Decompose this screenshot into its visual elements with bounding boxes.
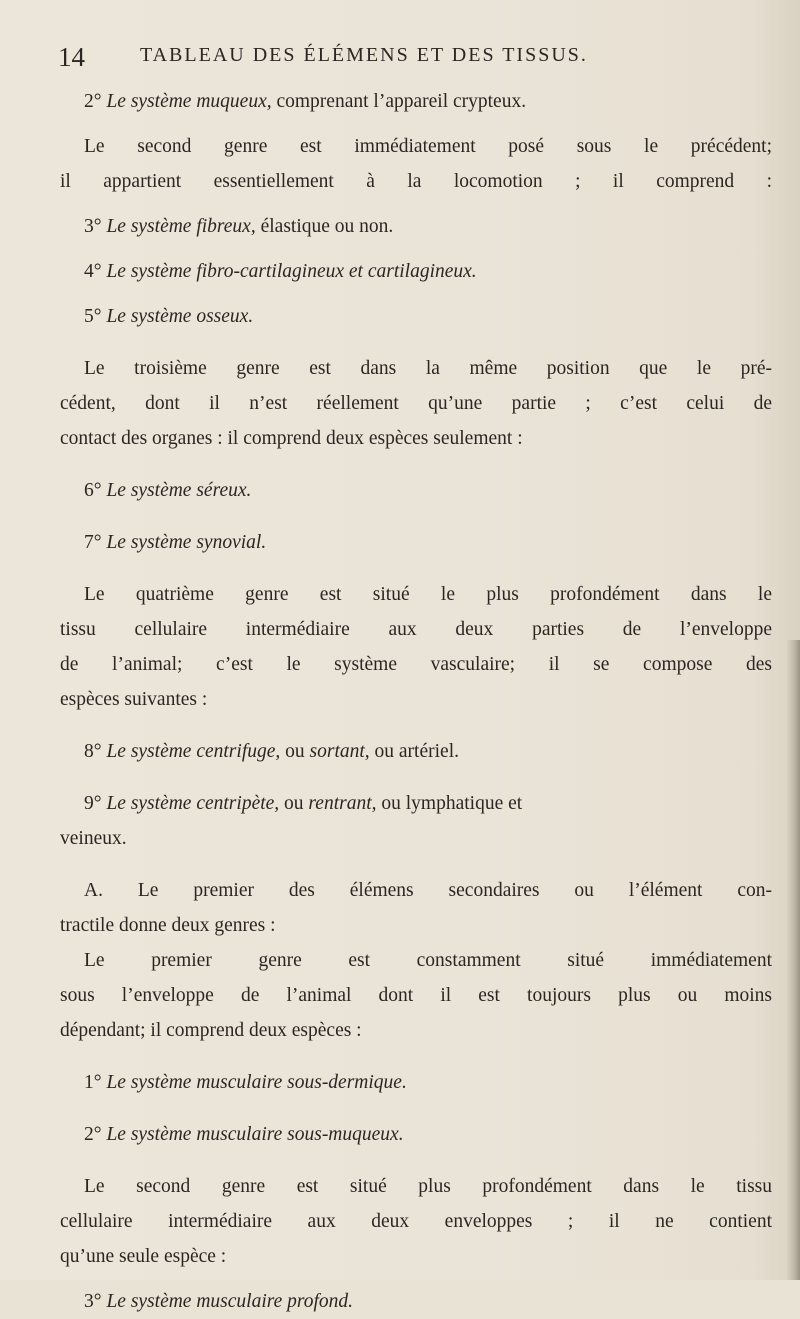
paragraph-line: sous l’enveloppe de l’animal dont il est toujours plus ou moins xyxy=(60,985,772,1006)
list-item-9: 9° Le système centripète, ou rentrant, ou lymphatique et xyxy=(84,793,523,814)
list-item-6: 6° Le système séreux. xyxy=(84,480,252,501)
paragraph-line: tissu cellulaire intermédiaire aux deux parties de l’enveloppe xyxy=(60,619,772,640)
list-item-sub3: 3° Le système musculaire profond. xyxy=(84,1291,354,1312)
paragraph-line: cédent, dont il n’est réellement qu’une partie ; c’est celui de xyxy=(60,393,772,414)
paragraph-line: de l’animal; c’est le système vasculaire; il se compose des xyxy=(60,654,772,675)
paragraph-line: qu’une seule espèce : xyxy=(60,1246,227,1267)
paragraph-line: il appartient essentiellement à la locomotion ; il comprend : xyxy=(60,171,772,192)
list-item-4: 4° Le système fibro-cartilagineux et cartilagineux. xyxy=(84,261,477,282)
running-title: TABLEAU DES ÉLÉMENS ET DES TISSUS. xyxy=(140,44,588,66)
list-item-3: 3° Le système fibreux, élastique ou non. xyxy=(84,216,394,237)
list-item-sub2: 2° Le système musculaire sous-muqueux. xyxy=(84,1124,404,1145)
list-item-2: 2° Le système muqueux, comprenant l’appareil crypteux. xyxy=(84,91,527,112)
paragraph-line: Le troisième genre est dans la même position que le pré- xyxy=(84,358,772,379)
list-item-8: 8° Le système centrifuge, ou sortant, ou artériel. xyxy=(84,741,459,762)
paragraph-line: tractile donne deux genres : xyxy=(60,915,276,936)
list-item-7: 7° Le système synovial. xyxy=(84,532,267,553)
page-header xyxy=(58,42,758,78)
paragraph-line: contact des organes : il comprend deux espèces seulement : xyxy=(60,428,523,449)
list-item-5: 5° Le système osseux. xyxy=(84,306,254,327)
paragraph-line: A. Le premier des élémens secondaires ou l’élément con- xyxy=(84,880,772,901)
paragraph-line: Le quatrième genre est situé le plus profondément dans le xyxy=(84,584,772,605)
paragraph-line: cellulaire intermédiaire aux deux enveloppes ; il ne contient xyxy=(60,1211,772,1232)
paragraph-line: espèces suivantes : xyxy=(60,689,208,710)
list-item-sub1: 1° Le système musculaire sous-dermique. xyxy=(84,1072,407,1093)
page-edge-shadow xyxy=(786,640,800,1280)
paragraph-line: veineux. xyxy=(60,828,127,849)
paragraph-line: dépendant; il comprend deux espèces : xyxy=(60,1020,362,1041)
paragraph-line: Le second genre est situé plus profondément dans le tissu xyxy=(84,1176,772,1197)
page-body xyxy=(60,84,772,1319)
paragraph-line: Le premier genre est constamment situé immédiatement xyxy=(84,950,772,971)
paragraph-line: Le second genre est immédiatement posé sous le précédent; xyxy=(84,136,772,157)
page-number: 14 xyxy=(58,42,85,72)
